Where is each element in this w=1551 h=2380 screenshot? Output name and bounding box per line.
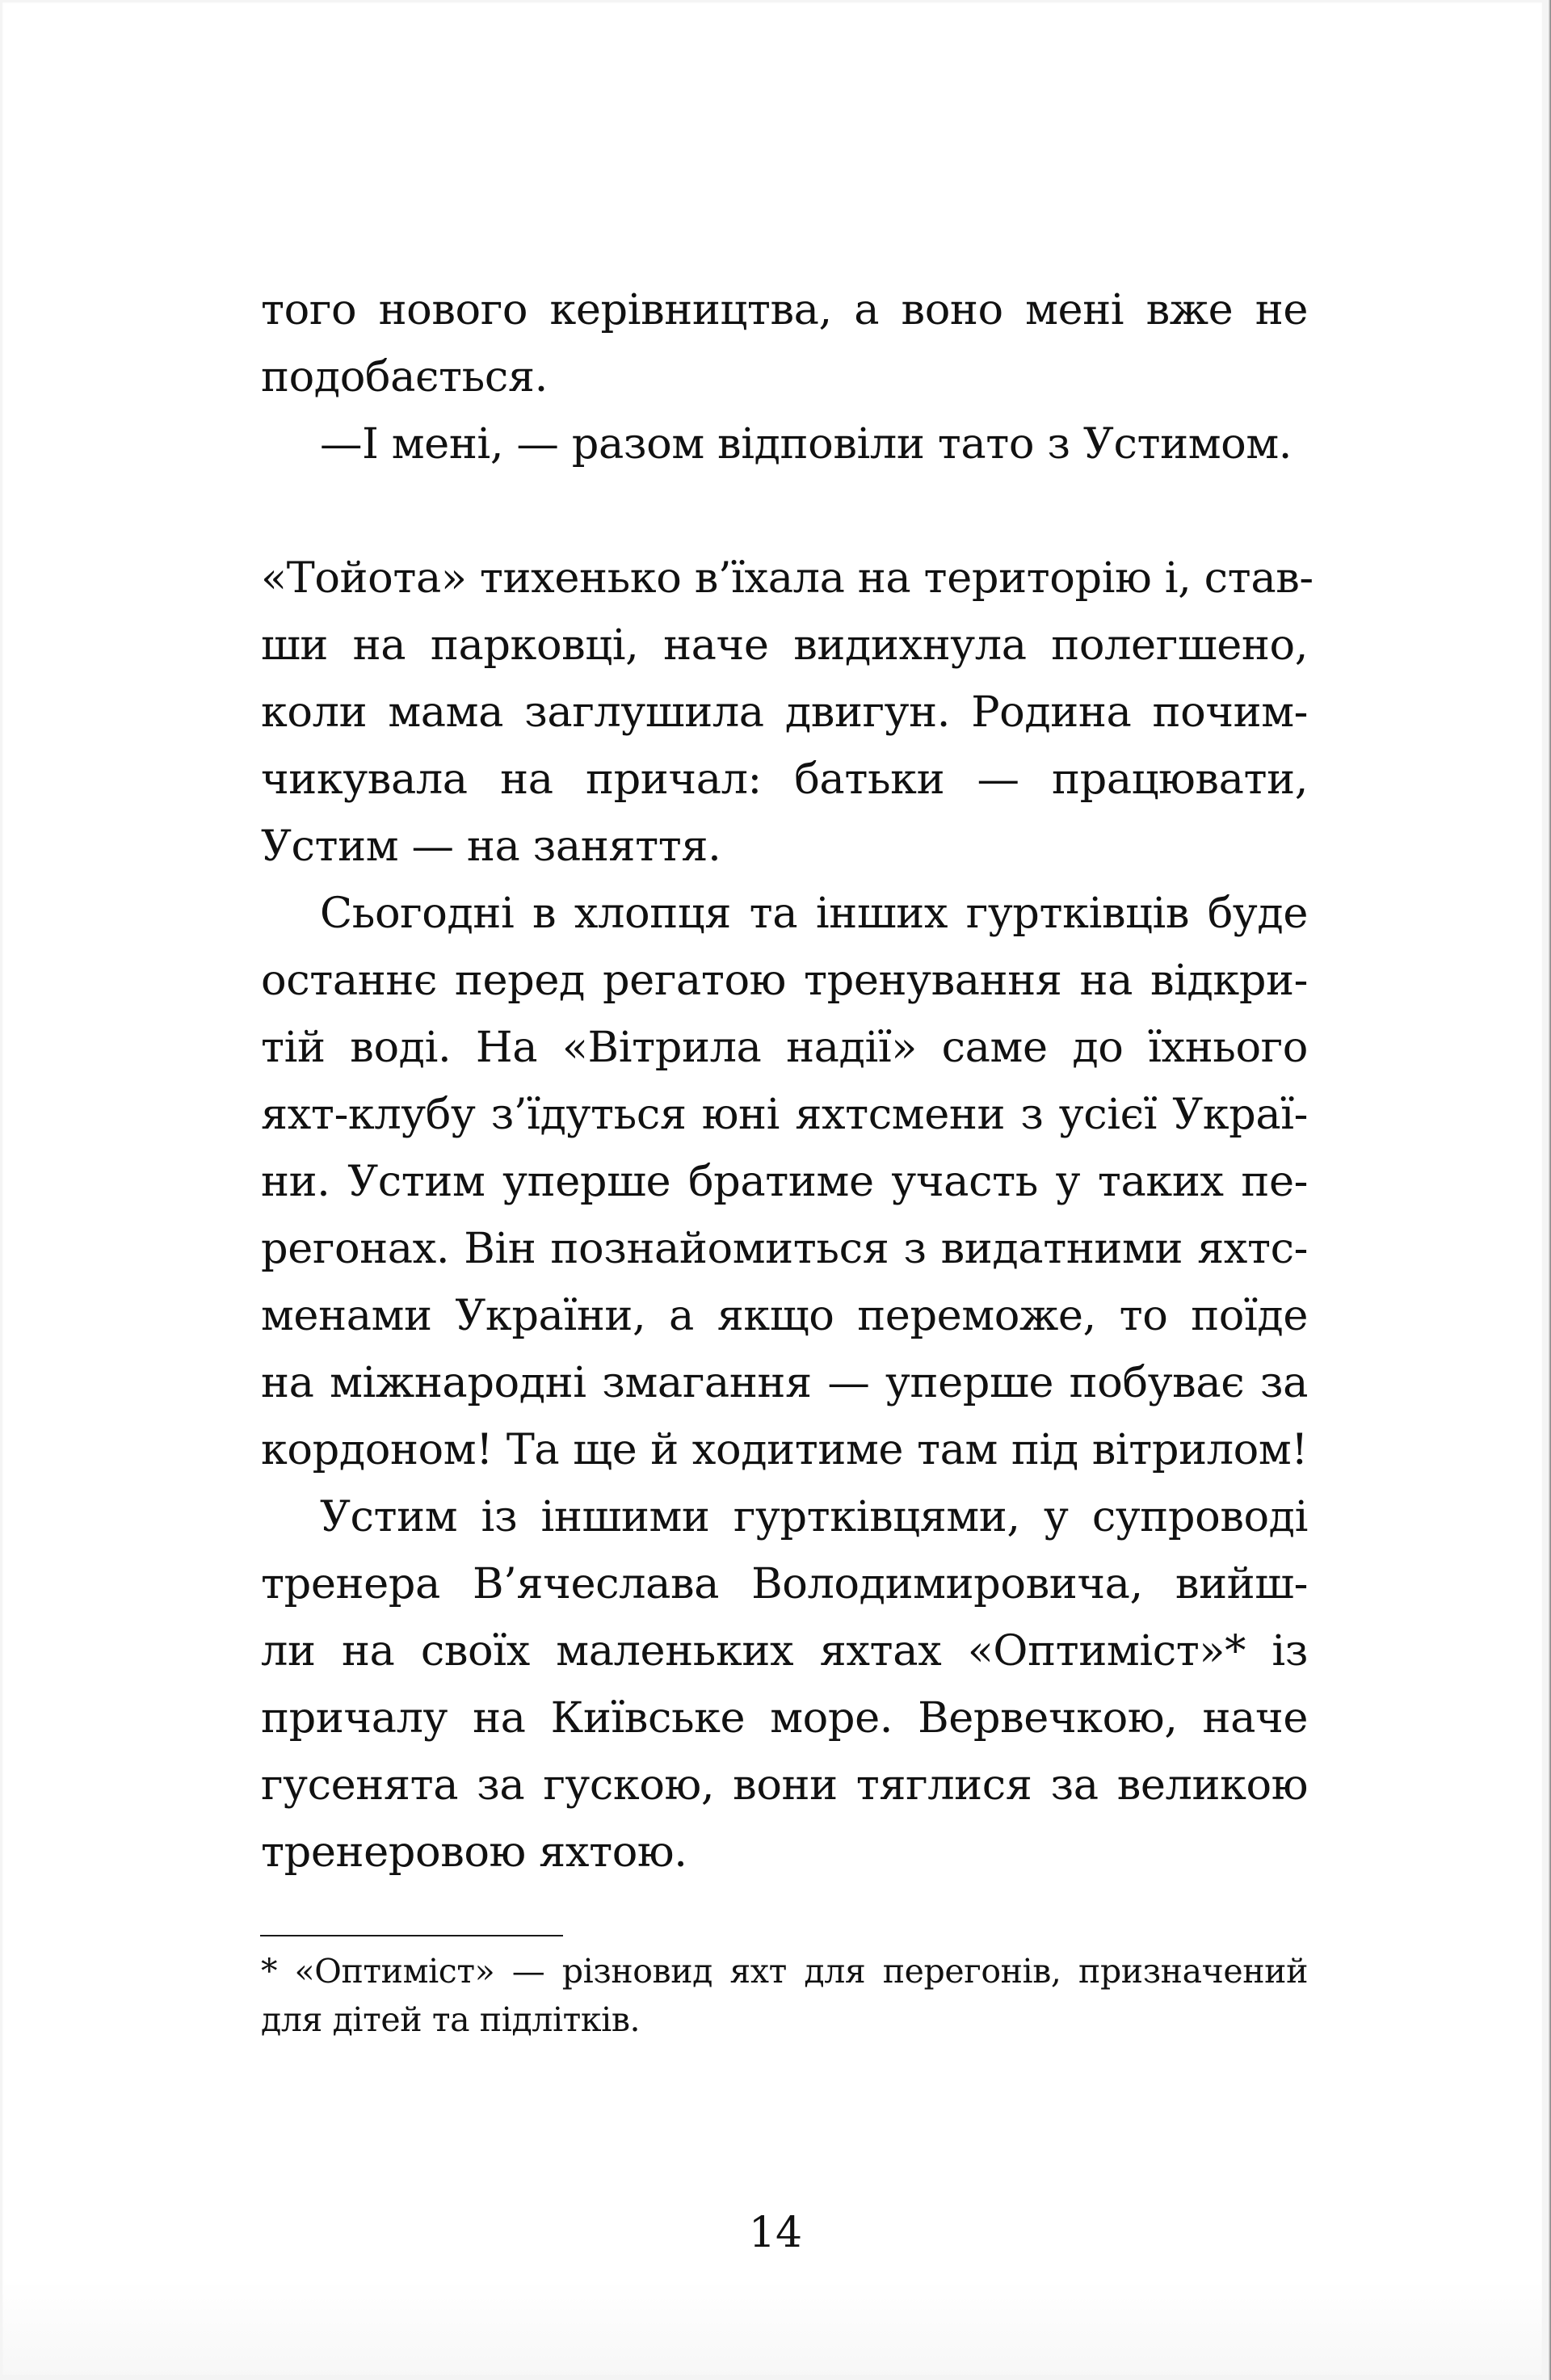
footnote: [261, 1947, 1308, 2044]
text-line: подобається.: [261, 352, 548, 402]
text-line: регонах. Він познайомиться з видатними яхтс-: [261, 1224, 1308, 1273]
text-line: коли мама заглушила двигун. Родина почим-: [261, 688, 1308, 737]
text-line: Устим — на заняття.: [261, 822, 721, 871]
footnote-divider: [260, 1935, 563, 1936]
text-line: «Тойота» тихенько в’їхала на територію і, став-: [261, 553, 1314, 603]
text-line: —І мені, — разом відповіли тато з Устимом.: [320, 419, 1292, 469]
text-line: тренеровою яхтою.: [261, 1827, 687, 1877]
footnote-line: для дітей та підлітків.: [261, 2000, 641, 2039]
body-text: [261, 276, 1314, 1886]
paragraph-dialogue: [261, 410, 1308, 477]
text-line: ни. Устим уперше братиме участь у таких пе-: [261, 1157, 1308, 1206]
text-line: ли на своїх маленьких яхтах «Оптиміст»* із: [261, 1626, 1308, 1676]
text-line: Устим із іншими гуртківцями, у супроводі: [320, 1492, 1308, 1541]
text-line: кордоном! Та ще й ходитиме там під вітрилом!: [261, 1425, 1308, 1474]
text-line: тренера В’ячеслава Володимировича, вийш-: [261, 1559, 1308, 1608]
paragraph-yachts: [261, 1483, 1308, 1886]
text-line: Сьогодні в хлопця та інших гуртківців буде: [320, 889, 1308, 938]
text-line: гусенята за гускою, вони тяглися за великою: [261, 1760, 1308, 1810]
text-line: причалу на Київське море. Вервечкою, наче: [261, 1693, 1308, 1743]
text-line: яхт-клубу з’їдуться юні яхтсмени з усієї Украї-: [261, 1090, 1308, 1139]
text-line: на міжнародні змагання — уперше побуває за: [261, 1358, 1308, 1407]
paragraph-toyota: [261, 545, 1314, 880]
text-line: ши на парковці, наче видихнула полегшено,: [261, 620, 1308, 670]
text-line: менами України, а якщо переможе, то поїде: [261, 1291, 1308, 1340]
page-number: 14: [748, 2209, 803, 2257]
text-line: чикувала на причал: батьки — працювати,: [261, 755, 1308, 804]
footnote-line: * «Оптиміст» — різновид яхт для перегонів, призначений: [261, 1952, 1308, 1991]
text-line: останнє перед регатою тренування на відкри-: [261, 956, 1308, 1005]
paragraph-continuation: [261, 276, 1308, 410]
text-line: тій воді. На «Вітрила надії» саме до їхнього: [261, 1023, 1308, 1072]
text-line: того нового керівництва, а воно мені вже не: [261, 285, 1308, 334]
paragraph-regatta: [261, 880, 1308, 1483]
section-break: [261, 477, 1308, 545]
